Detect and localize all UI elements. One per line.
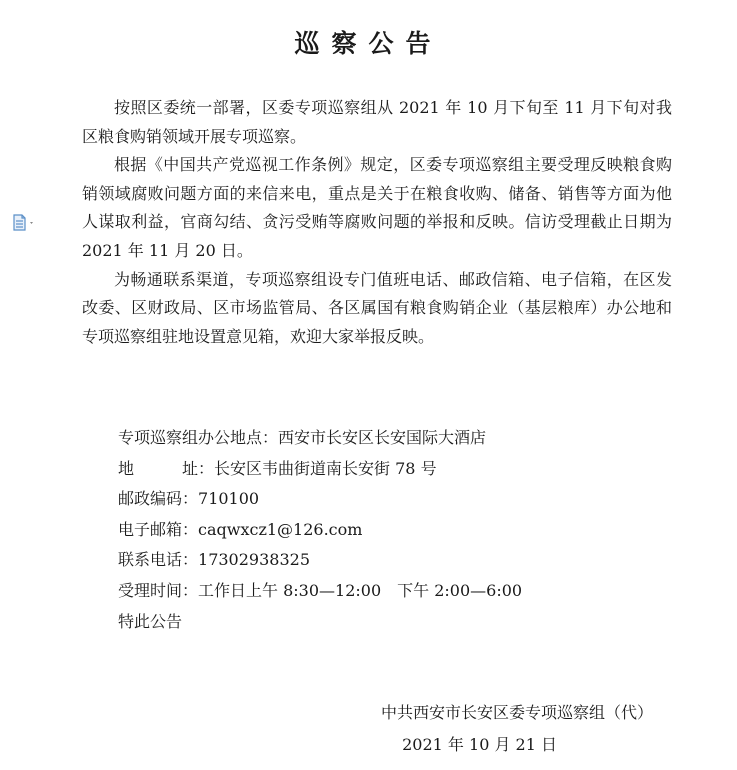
office-location-row bbox=[118, 423, 678, 454]
email-row bbox=[118, 515, 678, 546]
address-value: 长安区韦曲街道南长安街 78 号 bbox=[214, 458, 437, 478]
office-value: 西安市长安区长安国际大酒店 bbox=[278, 428, 487, 447]
signature-date: 2021 年 10 月 21 日 bbox=[402, 735, 557, 754]
hours-row bbox=[118, 576, 678, 607]
phone-value: 17302938325 bbox=[198, 550, 310, 570]
address-label-part2: 址： bbox=[182, 458, 215, 478]
closing-text: 特此公告 bbox=[118, 611, 183, 631]
notice-body bbox=[82, 94, 672, 351]
document-icon[interactable] bbox=[12, 214, 38, 232]
address-row bbox=[118, 454, 678, 485]
page-title: 巡察公告 bbox=[294, 29, 443, 58]
paragraph-channels: 为畅通联系渠道，专项巡察组设专门值班电话、邮政信箱、电子信箱，在区发改委、区财政局、区市场监管局、各区属国有粮食购销企业（基层粮库）办公地和专项巡察组驻地设置意见箱，欢迎大家举报反映。 bbox=[82, 269, 672, 346]
signature-org: 中共西安市长安区委专项巡察组（代） bbox=[380, 703, 653, 722]
address-label-part1: 地 bbox=[118, 458, 135, 478]
hours-label: 受理时间： bbox=[118, 580, 199, 600]
postcode-row bbox=[118, 484, 678, 515]
postcode-label: 邮政编码： bbox=[118, 489, 199, 509]
postcode-value: 710100 bbox=[198, 489, 260, 509]
email-label: 电子邮箱： bbox=[118, 519, 199, 539]
signature-block bbox=[381, 697, 653, 761]
phone-label: 联系电话： bbox=[118, 550, 199, 570]
contact-info bbox=[118, 423, 678, 637]
paragraph-scope: 根据《中国共产党巡视工作条例》规定，区委专项巡察组主要受理反映粮食购销领域腐败问题方面的来信来电，重点是关于在粮食收购、储备、销售等方面为他人谋取利益，官商勾结、贪污受贿等腐败问题的举报和反映。信访受理截止日期为 2021 年 11 月 20 日。 bbox=[82, 155, 672, 260]
paragraph-deployment: 按照区委统一部署，区委专项巡察组从 2021 年 10 月下旬至 11 月下旬对我区粮食购销领域开展专项巡察。 bbox=[82, 98, 672, 146]
phone-row bbox=[118, 545, 678, 576]
office-label: 专项巡察组办公地点： bbox=[118, 428, 279, 447]
hours-value: 工作日上午 8:30—12:00 下午 2:00—6:00 bbox=[198, 580, 523, 600]
email-value: caqwxcz1@126.com bbox=[198, 519, 363, 539]
